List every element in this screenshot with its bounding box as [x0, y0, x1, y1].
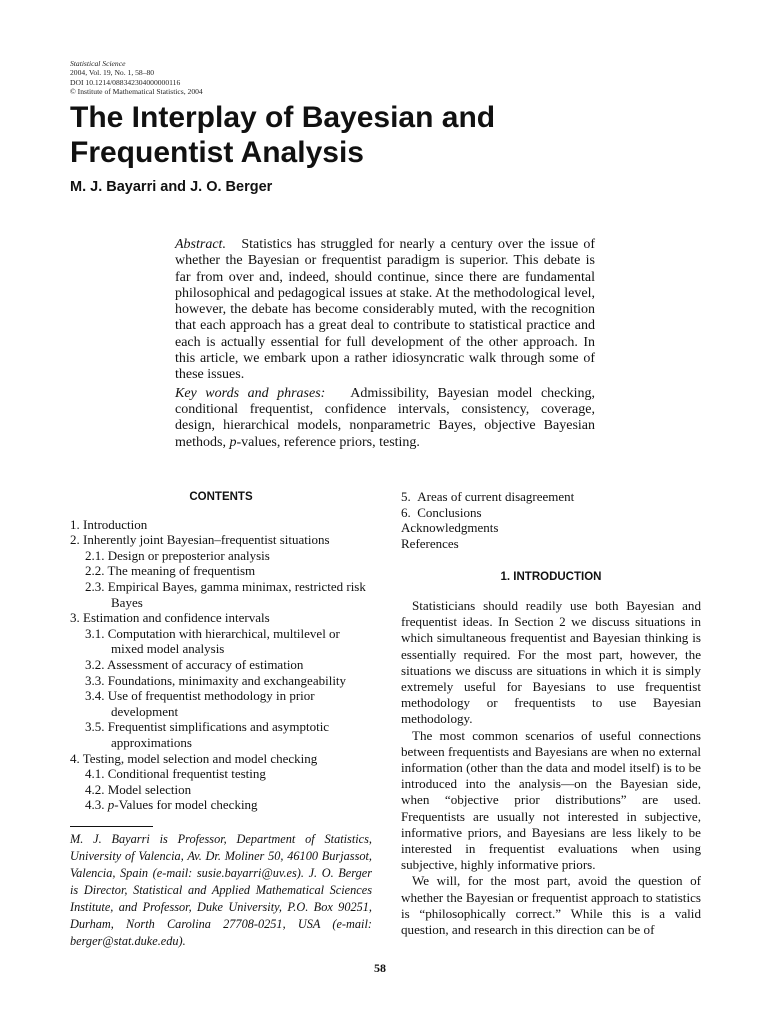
contents-list-continued — [401, 489, 701, 551]
toc-number: 1. — [70, 516, 80, 532]
toc-subitem — [70, 673, 372, 689]
toc-number: 2.1. — [85, 547, 105, 563]
contents-list — [70, 517, 372, 813]
toc-text: Assessment of accuracy of estimation — [107, 656, 304, 672]
keywords-paragraph — [175, 386, 595, 451]
author-footnote: M. J. Bayarri is Professor, Department of Statistics, University of Valencia, Av. Dr. Moliner 50, 46100 Burjassot, Valencia, Spain (e-mail: susie.bayarri@uv.es). J. O. Berger is Director, Statistical and Applied Mathematical Sciences Institute, and Professor, Duke University, P.O. Box 90251, Durham, North Carolina 27708-0251, USA (e-mail: berger@stat.duke.edu). — [70, 832, 372, 948]
toc-number: 2. — [70, 532, 80, 548]
toc-number: 3.4. — [85, 688, 105, 704]
toc-text: References — [401, 535, 459, 551]
toc-number: 3.1. — [85, 625, 105, 641]
toc-text: Inherently joint Bayesian–frequentist situations — [83, 532, 330, 548]
title-line-2: Frequentist Analysis — [70, 136, 364, 169]
introduction-body — [401, 598, 701, 938]
toc-text: Areas of current disagreement — [417, 489, 575, 504]
toc-item — [401, 520, 701, 536]
toc-text: Computation with hierarchical, multilevel or mixed model analysis — [107, 625, 340, 657]
footnote-rule — [70, 826, 153, 827]
toc-subitem — [70, 688, 372, 719]
toc-text: Introduction — [83, 516, 148, 532]
toc-text: Acknowledgments — [401, 520, 499, 536]
toc-number: 3. — [70, 610, 80, 626]
toc-item — [401, 505, 701, 521]
toc-subitem — [70, 797, 372, 813]
toc-number: 4.3. — [85, 797, 105, 813]
toc-number: 6. — [401, 504, 411, 520]
toc-item — [70, 517, 372, 533]
journal-info — [70, 59, 203, 97]
toc-subitem — [70, 626, 372, 657]
toc-number: 2.2. — [85, 563, 105, 579]
toc-p-italic: p — [107, 797, 115, 813]
title-line-1: The Interplay of Bayesian and — [70, 101, 496, 134]
abstract-paragraph — [175, 237, 595, 384]
intro-paragraph-3: We will, for the most part, avoid the question of whether the Bayesian or frequentist approach to statistics is “philosophically correct.” While this is a valid question, and research in this direction can be of — [401, 873, 701, 938]
toc-item — [70, 532, 372, 548]
toc-text: Use of frequentist methodology in prior development — [107, 688, 315, 719]
toc-text: Conditional frequentist testing — [107, 766, 266, 782]
toc-number: 3.3. — [85, 672, 105, 688]
left-column — [70, 489, 372, 813]
toc-subitem — [70, 657, 372, 673]
keywords-label: Key words and phrases: — [175, 385, 326, 401]
toc-item — [401, 536, 701, 552]
abstract-text: Statistics has struggled for nearly a century over the issue of whether the Bayesian or frequentist paradigm is superior. This debate is far from over and, indeed, should continue, since there are fundamental philosophical and pedagogical issues at stake. At the methodological level, however, the debate has become considerably muted, with the recognition that each approach has a great deal to contribute to statistical practice and each is actually essential for full development of the other approach. In this article, we embark upon a rather idiosyncratic walk through some of these issues. — [175, 237, 596, 383]
abstract-label: Abstract. — [175, 237, 226, 252]
toc-subitem — [70, 782, 372, 798]
toc-text: -Values for model checking — [114, 797, 258, 813]
toc-subitem — [70, 719, 372, 750]
journal-doi: DOI 10.1214/088342304000000116 — [70, 77, 181, 87]
toc-number: 5. — [401, 489, 411, 504]
contents-heading: CONTENTS — [189, 491, 253, 503]
toc-subitem — [70, 548, 372, 564]
intro-paragraph-2: The most common scenarios of useful connections between frequentists and Bayesians are when no external information (other than the data and model itself) is to be introduced into the analysis—on the Bayesian side, when “objective prior distributions” are used. Frequentists are usually not interested in subjective, informative priors, and Bayesians are less likely to be interested in frequentist evaluations when using subjective, highly informative priors. — [401, 727, 701, 873]
toc-item — [70, 751, 372, 767]
toc-subitem — [70, 563, 372, 579]
toc-text: The meaning of frequentism — [107, 563, 256, 579]
toc-text: Model selection — [107, 781, 192, 797]
toc-subitem — [70, 579, 372, 610]
toc-number: 3.5. — [85, 719, 105, 735]
toc-number: 4. — [70, 750, 80, 766]
intro-paragraph-1: Statisticians should readily use both Bayesian and frequentist ideas. In Section 2 we discuss situations in which simultaneous frequentist and Bayesian thinking is essentially required. For the most part, however, the situations we discuss are situations in which it is simply extremely useful for Bayesians to use frequentist methodology or frequentists to use Bayesian methodology. — [401, 597, 701, 727]
paper-title — [70, 100, 495, 170]
toc-text: Testing, model selection and model checking — [82, 750, 318, 766]
authors: M. J. Bayarri and J. O. Berger — [70, 179, 273, 195]
journal-volume: 2004, Vol. 19, No. 1, 58–80 — [70, 68, 155, 78]
toc-item — [401, 489, 701, 505]
right-column — [401, 489, 701, 938]
keywords-text-b: -values, reference priors, testing. — [236, 434, 420, 450]
journal-copyright: © Institute of Mathematical Statistics, 2004 — [70, 87, 203, 97]
toc-number: 2.3. — [85, 578, 105, 594]
toc-text: Frequentist simplifications and asymptotic approximations — [107, 719, 330, 750]
introduction-heading: 1. INTRODUCTION — [500, 571, 602, 584]
toc-item — [70, 610, 372, 626]
page-number: 58 — [374, 961, 386, 975]
keywords-text-a: Admissibility, Bayesian model checking, conditional frequentist, confidence intervals, consistency, coverage, design, hierarchical models, nonparametric Bayes, objective Bayesian methods, — [175, 385, 596, 450]
toc-text: Empirical Bayes, gamma minimax, restricted risk Bayes — [107, 578, 366, 610]
journal-name: Statistical Science — [70, 59, 126, 68]
keywords-p-italic: p — [229, 434, 237, 450]
toc-text: Conclusions — [417, 504, 482, 520]
toc-text: Estimation and confidence intervals — [83, 610, 270, 626]
toc-text: Design or preposterior analysis — [107, 547, 270, 563]
toc-text: Foundations, minimaxity and exchangeability — [107, 672, 347, 688]
toc-subitem — [70, 766, 372, 782]
toc-number: 3.2. — [85, 656, 105, 672]
abstract-block — [175, 237, 595, 453]
toc-number: 4.2. — [85, 781, 105, 797]
toc-number: 4.1. — [85, 766, 105, 782]
